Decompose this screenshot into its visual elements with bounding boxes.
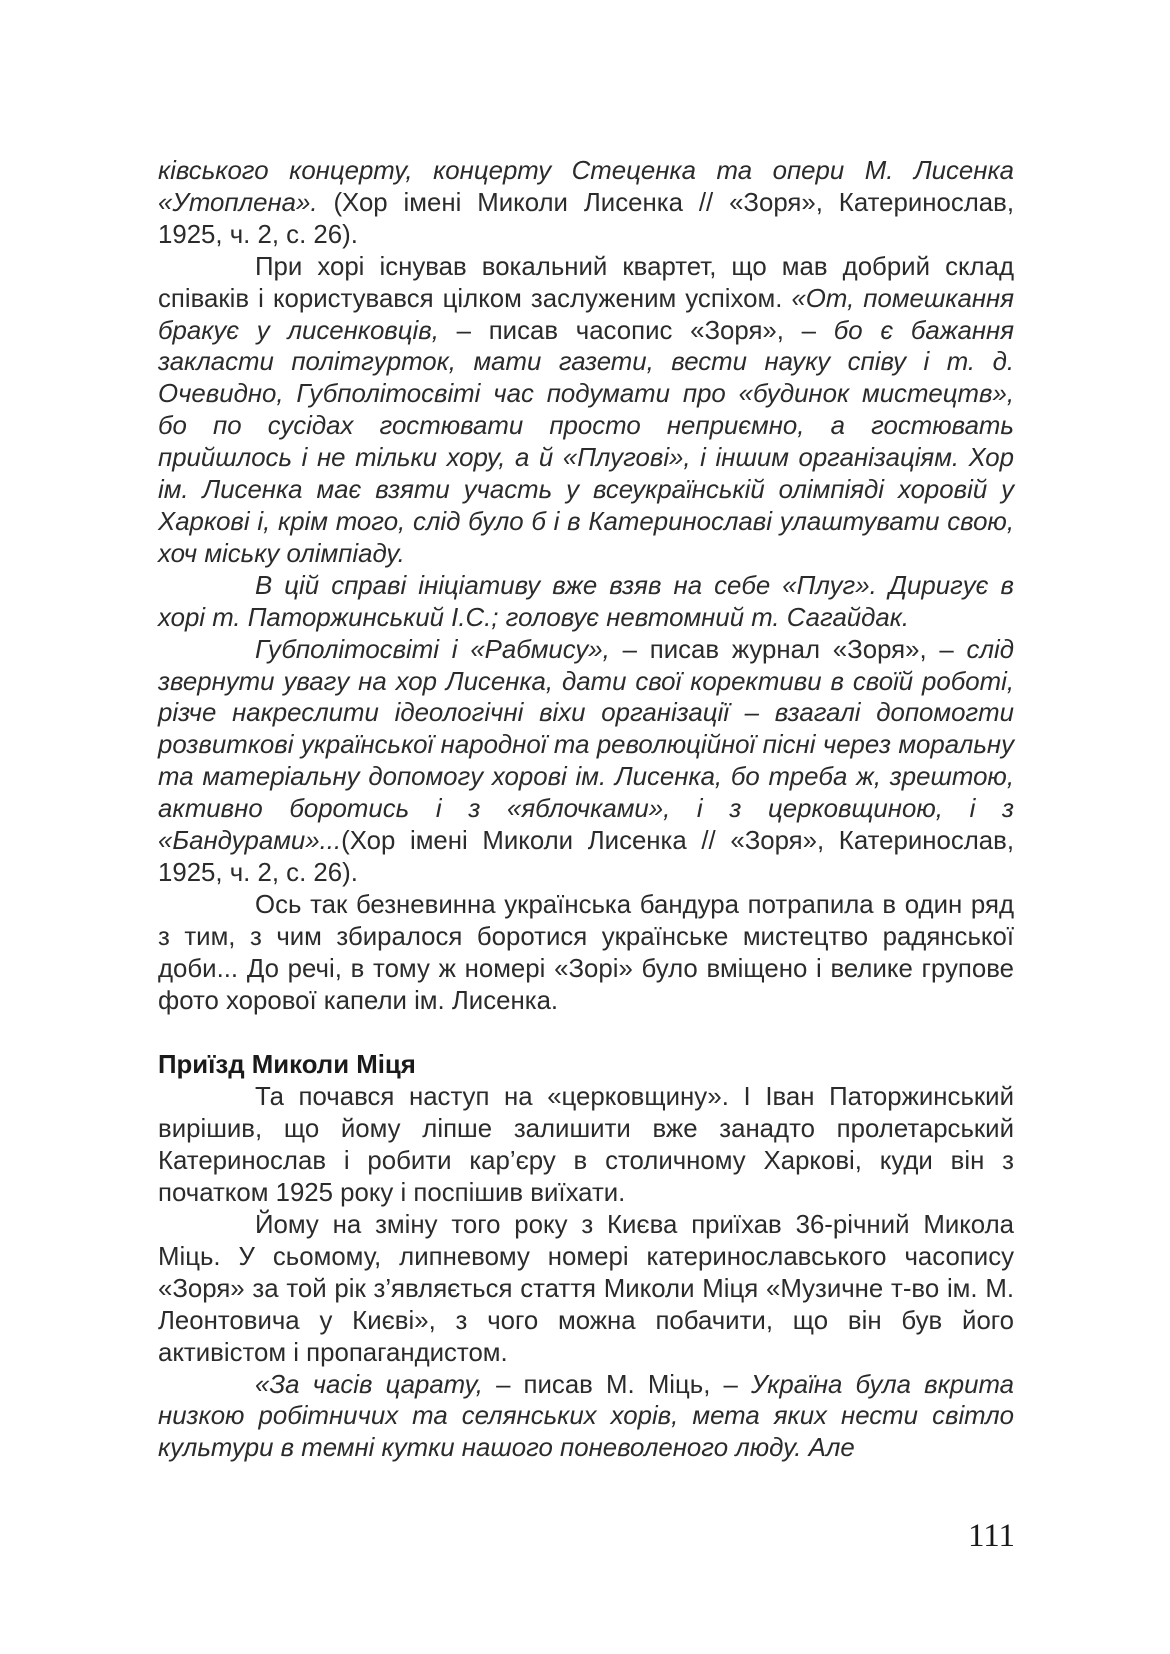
body-text: При хорі існував вокальний квартет, що мав добрий склад співаків і користувався цілком заслуженим успіхом. (158, 252, 1014, 313)
quote-text: «От, помешкання бракує у лисенковців, (158, 284, 1014, 345)
quote-text: В цій справі ініціативу вже взяв на себе «Плуг». Диригує в хорі т. Паторжинський І.С.; головує невтомний т. Сагайдак. (158, 571, 1014, 632)
body-text: Ось так безневинна українська бандура потрапила в один ряд з тим, з чим збиралося боротися українське мистецтво радянської доби... До речі, в тому ж номері «Зорі» було вміщено і велике групове фото хорової капели ім. Лисенка. (158, 890, 1014, 1015)
quote-text: ківського концерту, концерту Стеценка та опери М. Лисенка «Утоплена». (158, 157, 1014, 217)
paragraph (158, 1082, 1014, 1210)
section-heading (158, 1050, 1014, 1082)
paragraph (158, 252, 1014, 571)
body-text: Та почався наступ на «церковщину». І Іван Паторжинський вирішив, що йому ліпше залишити вже занадто пролетарський Катеринослав і робити кар’єру в столичному Харкові, куди він з початком 1925 року і поспішив виїхати. (158, 1083, 1014, 1208)
body-text: – писав журнал «Зоря», – (609, 635, 967, 664)
body-text: – писав часопис «Зоря», – (438, 316, 834, 345)
paragraph (158, 571, 1014, 635)
body-text: – писав М. Міць, – (482, 1370, 752, 1399)
quote-text: Україна була вкрита низкою робітничих та селянських хорів, мета яких нести світло культури в темні кутки нашого поневоленого люду. Але (158, 1370, 1014, 1463)
page-body (158, 156, 1014, 1465)
quote-text: бо є бажання закласти політгурток, мати газети, вести науку співу і т. д. Очевидно, Губполітосвіті час подумати про «будинок мистецтв», бо по сусідах гостювати просто неприємно, а гостювать прийшлось і не тільки хору, а й «Плугові», і іншим організаціям. Хор ім. Лисенка має взяти участь у всеукраїнській олімпіяді хоровій у Харкові і, крім того, слід було б і в Катеринославі улаштувати свою, хоч міську олімпіаду. (158, 316, 1014, 568)
paragraph (158, 156, 1014, 252)
paragraph (158, 1210, 1014, 1370)
quote-text: Губполітосвіті і «Рабмису», (255, 635, 610, 664)
body-text: Йому на зміну того року з Києва приїхав 36-річний Микола Міць. У сьомому, липневому номері катеринославського часопису «Зоря» за той рік з’являється стаття Миколи Міця «Музичне т-во ім. М. Леонтовича у Києві», з чого можна побачити, що він був його активістом і пропагандистом. (158, 1211, 1014, 1367)
body-text: (Хор імені Миколи Лисенка // «Зоря», Катеринослав, 1925, ч. 2, с. 26). (158, 827, 1014, 887)
body-text: (Хор імені Миколи Лисенка // «Зоря», Катеринослав, 1925, ч. 2, с. 26). (158, 188, 1014, 249)
paragraph (158, 890, 1014, 1018)
paragraph (158, 635, 1014, 890)
quote-text: «За часів царату, (255, 1370, 483, 1399)
paragraph (158, 1370, 1014, 1466)
body-text: Приїзд Миколи Міця (158, 1051, 416, 1080)
section-gap (158, 1017, 1014, 1050)
page-number: 111 (967, 1518, 1015, 1554)
quote-text: слід звернути увагу на хор Лисенка, дати свої корективи в своїй роботі, різче накреслити ідеологічні віхи організації – взагалі допомогти розвиткові української народної та революційної пісні через моральну та матеріальну допомогу хорові ім. Лисенка, бо треба ж, зрештою, активно боротись і з «яблочками», і з церковщиною, і з «Бандурами»... (158, 635, 1014, 856)
